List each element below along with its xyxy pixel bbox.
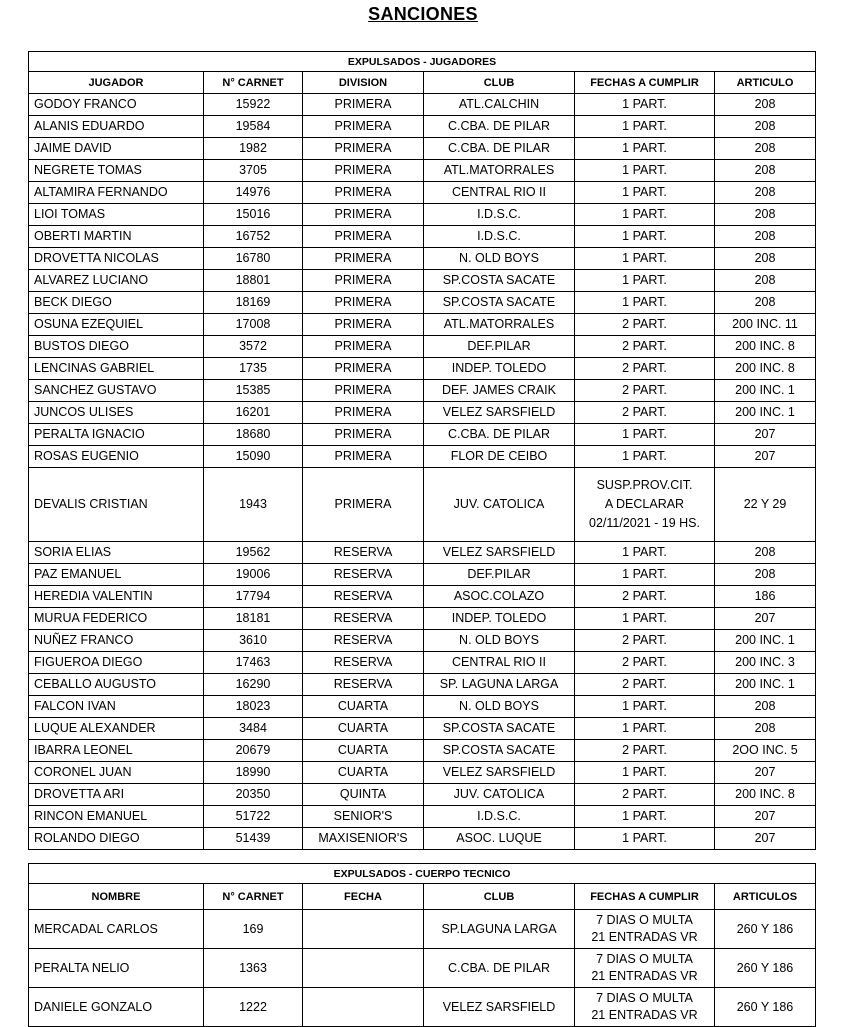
column-header: JUGADOR [29, 72, 204, 94]
dates-cell: 1 PART. [575, 94, 715, 116]
article-cell: 208 [715, 204, 816, 226]
name-cell: SORIA ELIAS [29, 542, 204, 564]
club-cell: ATL.MATORRALES [424, 160, 575, 182]
cell-line: 21 ENTRADAS VR [591, 930, 698, 944]
division-cell: CUARTA [303, 740, 424, 762]
club-cell: N. OLD BOYS [424, 248, 575, 270]
carnet-cell: 16752 [204, 226, 303, 248]
column-header: N° CARNET [204, 884, 303, 910]
article-cell: 208 [715, 292, 816, 314]
carnet-cell: 18181 [204, 608, 303, 630]
table-row [29, 468, 816, 542]
dates-cell: 1 PART. [575, 424, 715, 446]
division-cell: PRIMERA [303, 270, 424, 292]
name-cell: NUÑEZ FRANCO [29, 630, 204, 652]
club-cell: INDEP. TOLEDO [424, 358, 575, 380]
division-cell: CUARTA [303, 718, 424, 740]
article-cell: 208 [715, 138, 816, 160]
carnet-cell: 3572 [204, 336, 303, 358]
dates-cell: 2 PART. [575, 652, 715, 674]
division-cell: RESERVA [303, 564, 424, 586]
table-row [29, 292, 816, 314]
name-cell: OBERTI MARTIN [29, 226, 204, 248]
table-row [29, 652, 816, 674]
club-cell: I.D.S.C. [424, 806, 575, 828]
club-cell: SP.LAGUNA LARGA [424, 910, 575, 949]
division-cell: MAXISENIOR'S [303, 828, 424, 850]
division-cell: RESERVA [303, 652, 424, 674]
column-header: DIVISION [303, 72, 424, 94]
name-cell: OSUNA EZEQUIEL [29, 314, 204, 336]
name-cell: PERALTA NELIO [29, 949, 204, 988]
column-header: FECHA [303, 884, 424, 910]
article-cell: 200 INC. 8 [715, 784, 816, 806]
name-cell: IBARRA LEONEL [29, 740, 204, 762]
cell-line: SUSP.PROV.CIT. [596, 478, 693, 492]
division-cell: RESERVA [303, 608, 424, 630]
dates-cell: 1 PART. [575, 248, 715, 270]
table-row [29, 910, 816, 949]
table-row [29, 762, 816, 784]
name-cell: NEGRETE TOMAS [29, 160, 204, 182]
name-cell: CORONEL JUAN [29, 762, 204, 784]
division-cell: PRIMERA [303, 292, 424, 314]
club-cell: DEF. JAMES CRAIK [424, 380, 575, 402]
article-cell: 208 [715, 248, 816, 270]
club-cell: SP. LAGUNA LARGA [424, 674, 575, 696]
carnet-cell: 14976 [204, 182, 303, 204]
dates-cell [575, 468, 715, 542]
carnet-cell: 19562 [204, 542, 303, 564]
name-cell: GODOY FRANCO [29, 94, 204, 116]
carnet-cell: 3610 [204, 630, 303, 652]
carnet-cell: 17008 [204, 314, 303, 336]
carnet-cell: 18990 [204, 762, 303, 784]
table-row [29, 740, 816, 762]
article-cell: 260 Y 186 [715, 910, 816, 949]
table-row [29, 630, 816, 652]
club-cell: FLOR DE CEIBO [424, 446, 575, 468]
name-cell: DROVETTA ARI [29, 784, 204, 806]
club-cell: C.CBA. DE PILAR [424, 116, 575, 138]
division-cell: PRIMERA [303, 424, 424, 446]
dates-cell: 2 PART. [575, 336, 715, 358]
article-cell: 22 Y 29 [715, 468, 816, 542]
article-cell: 207 [715, 446, 816, 468]
dates-cell: 2 PART. [575, 402, 715, 424]
cell-line: 7 DIAS O MULTA [596, 952, 693, 966]
article-cell: 200 INC. 1 [715, 380, 816, 402]
division-cell: PRIMERA [303, 116, 424, 138]
dates-cell: 2 PART. [575, 674, 715, 696]
carnet-cell: 3484 [204, 718, 303, 740]
dates-cell: 1 PART. [575, 718, 715, 740]
dates-cell: 2 PART. [575, 784, 715, 806]
carnet-cell: 18169 [204, 292, 303, 314]
name-cell: PERALTA IGNACIO [29, 424, 204, 446]
column-header: N° CARNET [204, 72, 303, 94]
club-cell: ATL.CALCHIN [424, 94, 575, 116]
carnet-cell: 18680 [204, 424, 303, 446]
name-cell: ALVAREZ LUCIANO [29, 270, 204, 292]
article-cell: 260 Y 186 [715, 949, 816, 988]
dates-cell: 1 PART. [575, 138, 715, 160]
division-cell: RESERVA [303, 630, 424, 652]
carnet-cell: 51439 [204, 828, 303, 850]
division-cell: PRIMERA [303, 138, 424, 160]
division-cell: CUARTA [303, 696, 424, 718]
dates-cell: 1 PART. [575, 292, 715, 314]
staff-sanctions-table [28, 863, 816, 1027]
dates-cell: 1 PART. [575, 564, 715, 586]
cell-line: A DECLARAR [604, 497, 685, 511]
carnet-cell: 15016 [204, 204, 303, 226]
date-cell [303, 949, 424, 988]
dates-cell: 1 PART. [575, 204, 715, 226]
section-header-row [29, 864, 816, 884]
players-sanctions-table [28, 51, 816, 850]
name-cell: ALANIS EDUARDO [29, 116, 204, 138]
section-header-row [29, 52, 816, 72]
table-row [29, 358, 816, 380]
dates-cell: 1 PART. [575, 270, 715, 292]
carnet-cell: 16290 [204, 674, 303, 696]
name-cell: CEBALLO AUGUSTO [29, 674, 204, 696]
club-cell: JUV. CATOLICA [424, 784, 575, 806]
club-cell: JUV. CATOLICA [424, 468, 575, 542]
dates-cell [575, 910, 715, 949]
table-row [29, 380, 816, 402]
dates-cell: 1 PART. [575, 182, 715, 204]
article-cell: 200 INC. 1 [715, 630, 816, 652]
column-header: CLUB [424, 72, 575, 94]
table-row [29, 586, 816, 608]
division-cell: PRIMERA [303, 358, 424, 380]
name-cell: JUNCOS ULISES [29, 402, 204, 424]
carnet-cell: 169 [204, 910, 303, 949]
division-cell: RESERVA [303, 542, 424, 564]
name-cell: BECK DIEGO [29, 292, 204, 314]
table-row [29, 160, 816, 182]
division-cell: RESERVA [303, 586, 424, 608]
name-cell: BUSTOS DIEGO [29, 336, 204, 358]
table-row [29, 446, 816, 468]
carnet-cell: 18023 [204, 696, 303, 718]
table-row [29, 248, 816, 270]
club-cell: ATL.MATORRALES [424, 314, 575, 336]
article-cell: 200 INC. 1 [715, 402, 816, 424]
column-header: NOMBRE [29, 884, 204, 910]
name-cell: DEVALIS CRISTIAN [29, 468, 204, 542]
club-cell: N. OLD BOYS [424, 630, 575, 652]
article-cell: 207 [715, 424, 816, 446]
dates-cell: 2 PART. [575, 358, 715, 380]
dates-cell: 1 PART. [575, 608, 715, 630]
article-cell: 207 [715, 806, 816, 828]
name-cell: JAIME DAVID [29, 138, 204, 160]
club-cell: CENTRAL RIO II [424, 182, 575, 204]
column-header: CLUB [424, 884, 575, 910]
club-cell: I.D.S.C. [424, 226, 575, 248]
article-cell: 208 [715, 116, 816, 138]
page-title: SANCIONES [368, 4, 478, 24]
club-cell: SP.COSTA SACATE [424, 292, 575, 314]
article-cell: 200 INC. 8 [715, 358, 816, 380]
dates-cell: 2 PART. [575, 740, 715, 762]
carnet-cell: 51722 [204, 806, 303, 828]
date-cell [303, 910, 424, 949]
table-row [29, 402, 816, 424]
column-header-row [29, 884, 816, 910]
table-row [29, 696, 816, 718]
name-cell: HEREDIA VALENTIN [29, 586, 204, 608]
dates-cell: 1 PART. [575, 806, 715, 828]
dates-cell: 1 PART. [575, 762, 715, 784]
division-cell: PRIMERA [303, 160, 424, 182]
column-header: FECHAS A CUMPLIR [575, 884, 715, 910]
division-cell: RESERVA [303, 674, 424, 696]
name-cell: DROVETTA NICOLAS [29, 248, 204, 270]
carnet-cell: 19584 [204, 116, 303, 138]
carnet-cell: 20679 [204, 740, 303, 762]
section-title: EXPULSADOS - JUGADORES [29, 52, 816, 72]
column-header: ARTICULO [715, 72, 816, 94]
name-cell: ROLANDO DIEGO [29, 828, 204, 850]
table-row [29, 314, 816, 336]
carnet-cell: 16201 [204, 402, 303, 424]
division-cell: PRIMERA [303, 380, 424, 402]
carnet-cell: 1982 [204, 138, 303, 160]
division-cell: PRIMERA [303, 402, 424, 424]
carnet-cell: 15090 [204, 446, 303, 468]
club-cell: CENTRAL RIO II [424, 652, 575, 674]
name-cell: PAZ EMANUEL [29, 564, 204, 586]
column-header-row [29, 72, 816, 94]
table-row [29, 564, 816, 586]
name-cell: DANIELE GONZALO [29, 988, 204, 1027]
article-cell: 200 INC. 8 [715, 336, 816, 358]
name-cell: FIGUEROA DIEGO [29, 652, 204, 674]
dates-cell: 1 PART. [575, 542, 715, 564]
article-cell: 260 Y 186 [715, 988, 816, 1027]
table-row [29, 828, 816, 850]
club-cell: C.CBA. DE PILAR [424, 138, 575, 160]
club-cell: VELEZ SARSFIELD [424, 988, 575, 1027]
date-cell [303, 988, 424, 1027]
club-cell: C.CBA. DE PILAR [424, 424, 575, 446]
article-cell: 208 [715, 160, 816, 182]
dates-cell: 2 PART. [575, 314, 715, 336]
name-cell: LIOI TOMAS [29, 204, 204, 226]
carnet-cell: 16780 [204, 248, 303, 270]
carnet-cell: 17463 [204, 652, 303, 674]
division-cell: PRIMERA [303, 446, 424, 468]
carnet-cell: 15922 [204, 94, 303, 116]
name-cell: ROSAS EUGENIO [29, 446, 204, 468]
cell-line: 7 DIAS O MULTA [596, 991, 693, 1005]
club-cell: SP.COSTA SACATE [424, 718, 575, 740]
table-row [29, 94, 816, 116]
section-title: EXPULSADOS - CUERPO TECNICO [29, 864, 816, 884]
division-cell: PRIMERA [303, 468, 424, 542]
article-cell: 208 [715, 696, 816, 718]
carnet-cell: 19006 [204, 564, 303, 586]
club-cell: C.CBA. DE PILAR [424, 949, 575, 988]
article-cell: 208 [715, 564, 816, 586]
table-row [29, 988, 816, 1027]
table-row [29, 424, 816, 446]
name-cell: ALTAMIRA FERNANDO [29, 182, 204, 204]
club-cell: SP.COSTA SACATE [424, 740, 575, 762]
carnet-cell: 20350 [204, 784, 303, 806]
carnet-cell: 1222 [204, 988, 303, 1027]
dates-cell [575, 949, 715, 988]
table-row [29, 608, 816, 630]
dates-cell: 2 PART. [575, 380, 715, 402]
table-row [29, 674, 816, 696]
division-cell: SENIOR'S [303, 806, 424, 828]
cell-line: 21 ENTRADAS VR [591, 969, 698, 983]
division-cell: PRIMERA [303, 204, 424, 226]
name-cell: FALCON IVAN [29, 696, 204, 718]
table-row [29, 204, 816, 226]
article-cell: 207 [715, 762, 816, 784]
article-cell: 208 [715, 226, 816, 248]
dates-cell: 1 PART. [575, 696, 715, 718]
carnet-cell: 15385 [204, 380, 303, 402]
article-cell: 208 [715, 182, 816, 204]
division-cell: PRIMERA [303, 248, 424, 270]
dates-cell: 2 PART. [575, 586, 715, 608]
table-row [29, 784, 816, 806]
division-cell: QUINTA [303, 784, 424, 806]
dates-cell [575, 988, 715, 1027]
table-row [29, 270, 816, 292]
club-cell: I.D.S.C. [424, 204, 575, 226]
article-cell: 208 [715, 718, 816, 740]
dates-cell: 1 PART. [575, 160, 715, 182]
carnet-cell: 1735 [204, 358, 303, 380]
carnet-cell: 3705 [204, 160, 303, 182]
table-row [29, 138, 816, 160]
article-cell: 208 [715, 94, 816, 116]
club-cell: SP.COSTA SACATE [424, 270, 575, 292]
article-cell: 208 [715, 542, 816, 564]
club-cell: DEF.PILAR [424, 336, 575, 358]
article-cell: 207 [715, 828, 816, 850]
column-header: ARTICULOS [715, 884, 816, 910]
division-cell: PRIMERA [303, 336, 424, 358]
cell-line: 02/11/2021 - 19 HS. [589, 516, 700, 530]
article-cell: 200 INC. 3 [715, 652, 816, 674]
club-cell: DEF.PILAR [424, 564, 575, 586]
dates-cell: 2 PART. [575, 630, 715, 652]
article-cell: 2OO INC. 5 [715, 740, 816, 762]
name-cell: SANCHEZ GUSTAVO [29, 380, 204, 402]
carnet-cell: 1363 [204, 949, 303, 988]
article-cell: 207 [715, 608, 816, 630]
dates-cell: 1 PART. [575, 446, 715, 468]
division-cell: PRIMERA [303, 226, 424, 248]
club-cell: INDEP. TOLEDO [424, 608, 575, 630]
table-row [29, 336, 816, 358]
carnet-cell: 18801 [204, 270, 303, 292]
club-cell: VELEZ SARSFIELD [424, 762, 575, 784]
division-cell: PRIMERA [303, 182, 424, 204]
article-cell: 186 [715, 586, 816, 608]
table-row [29, 226, 816, 248]
division-cell: PRIMERA [303, 94, 424, 116]
name-cell: LENCINAS GABRIEL [29, 358, 204, 380]
carnet-cell: 17794 [204, 586, 303, 608]
name-cell: MURUA FEDERICO [29, 608, 204, 630]
club-cell: ASOC.COLAZO [424, 586, 575, 608]
division-cell: PRIMERA [303, 314, 424, 336]
table-row [29, 718, 816, 740]
table-row [29, 182, 816, 204]
cell-line: 21 ENTRADAS VR [591, 1008, 698, 1022]
carnet-cell: 1943 [204, 468, 303, 542]
club-cell: N. OLD BOYS [424, 696, 575, 718]
dates-cell: 1 PART. [575, 116, 715, 138]
club-cell: VELEZ SARSFIELD [424, 542, 575, 564]
name-cell: LUQUE ALEXANDER [29, 718, 204, 740]
dates-cell: 1 PART. [575, 226, 715, 248]
club-cell: ASOC. LUQUE [424, 828, 575, 850]
dates-cell: 1 PART. [575, 828, 715, 850]
article-cell: 200 INC. 11 [715, 314, 816, 336]
club-cell: VELEZ SARSFIELD [424, 402, 575, 424]
article-cell: 208 [715, 270, 816, 292]
table-row [29, 949, 816, 988]
division-cell: CUARTA [303, 762, 424, 784]
name-cell: MERCADAL CARLOS [29, 910, 204, 949]
name-cell: RINCON EMANUEL [29, 806, 204, 828]
table-row [29, 806, 816, 828]
table-row [29, 116, 816, 138]
article-cell: 200 INC. 1 [715, 674, 816, 696]
table-row [29, 542, 816, 564]
cell-line: 7 DIAS O MULTA [596, 913, 693, 927]
column-header: FECHAS A CUMPLIR [575, 72, 715, 94]
